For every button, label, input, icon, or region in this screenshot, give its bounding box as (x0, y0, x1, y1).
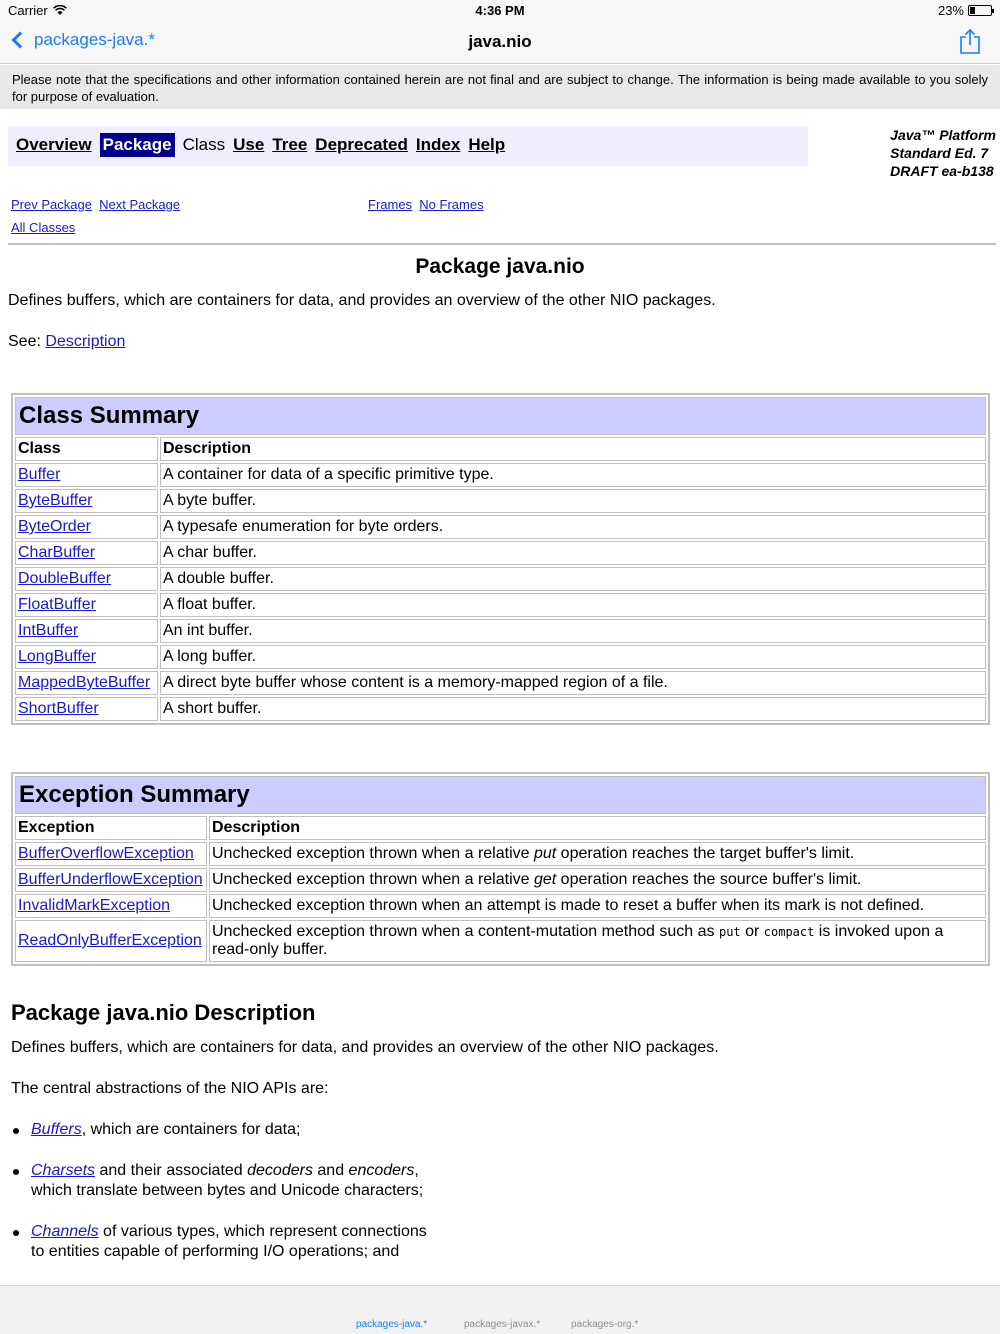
platform-line-3: DRAFT ea-b138 (890, 163, 994, 179)
tab-packages-java[interactable]: packages-java.* (356, 1319, 428, 1330)
next-package-link[interactable]: Next Package (99, 197, 181, 212)
nav-help-link[interactable]: Help (468, 135, 506, 154)
package-summary-text: Defines buffers, which are containers for data, and provides an overview of the other NIO packages. (8, 292, 716, 309)
list-text: of various types, which represent connections (98, 1223, 427, 1240)
description-link[interactable]: Description (45, 333, 126, 350)
list-text: which translate between bytes and Unicode characters; (31, 1182, 424, 1199)
table-row (15, 463, 986, 487)
class-description: A direct byte buffer whose content is a memory-mapped region of a file. (160, 671, 986, 695)
list-emphasis: encoders (348, 1162, 415, 1179)
package-links (11, 197, 180, 212)
tab-packages-org[interactable]: packages-org.* (571, 1319, 639, 1330)
desc-text: operation reaches the source buffer's limit. (556, 871, 862, 888)
platform-line-1: Java™ Platform (890, 127, 996, 143)
exception-description (209, 920, 986, 962)
abstractions-list (31, 1120, 427, 1283)
frames-links (368, 197, 484, 212)
code-compact: compact (763, 925, 815, 939)
description-paragraph: Defines buffers, which are containers for data, and provides an overview of the other NIO packages. (11, 1039, 719, 1056)
class-description: A typesafe enumeration for byte orders. (160, 515, 986, 539)
exception-link[interactable]: InvalidMarkException (18, 897, 171, 914)
exception-summary-caption: Exception Summary (15, 776, 986, 814)
table-row (15, 645, 986, 669)
class-description: A byte buffer. (160, 489, 986, 513)
tab-packages-javax[interactable]: packages-javax.* (464, 1319, 541, 1330)
table-row (15, 920, 986, 962)
abstractions-intro: The central abstractions of the NIO APIs are: (11, 1080, 329, 1097)
list-text: , which are containers for data; (81, 1121, 301, 1138)
all-classes-wrap (11, 220, 75, 235)
list-text: and their associated (95, 1162, 248, 1179)
carrier-label: Carrier (8, 3, 48, 18)
battery-percent: 23% (937, 3, 964, 18)
exception-description (209, 868, 986, 892)
desc-text: Unchecked exception thrown when a relative (212, 871, 534, 888)
table-row (15, 868, 986, 892)
header-divider (8, 243, 996, 245)
description-column-header: Description (209, 816, 986, 840)
nav-tree-link[interactable]: Tree (272, 135, 308, 154)
nav-overview-link[interactable]: Overview (16, 135, 92, 154)
platform-label (890, 126, 996, 180)
class-summary-caption: Class Summary (15, 397, 986, 435)
class-description: An int buffer. (160, 619, 986, 643)
list-item (31, 1161, 427, 1201)
description-column-header: Description (160, 437, 986, 461)
desc-text: Unchecked exception thrown when an attempt is made to reset a buffer when its mark is not defined. (212, 897, 925, 914)
tab-bar (0, 1285, 1000, 1334)
battery-indicator (938, 3, 992, 18)
exception-description (209, 842, 986, 866)
class-link[interactable]: Buffer (18, 466, 61, 483)
list-item (31, 1120, 427, 1140)
status-bar (0, 0, 1000, 20)
share-icon[interactable] (958, 28, 982, 54)
navigation-bar (0, 20, 1000, 64)
back-button-label: packages-java.* (34, 30, 155, 49)
table-row (15, 619, 986, 643)
desc-text: Unchecked exception thrown when a relative (212, 845, 534, 862)
table-row (15, 567, 986, 591)
class-link[interactable]: ShortBuffer (18, 700, 99, 717)
list-emphasis: decoders (247, 1162, 313, 1179)
no-frames-link[interactable]: No Frames (419, 197, 484, 212)
exception-link[interactable]: BufferUnderflowException (18, 871, 203, 888)
table-row (15, 515, 986, 539)
desc-emphasis: get (533, 871, 557, 888)
table-row (15, 541, 986, 565)
class-description: A char buffer. (160, 541, 986, 565)
class-link[interactable]: ByteBuffer (18, 492, 93, 509)
nav-title: java.nio (468, 32, 532, 51)
see-label: See: (8, 333, 41, 350)
table-row (15, 697, 986, 721)
nav-deprecated-link[interactable]: Deprecated (315, 135, 408, 154)
class-description: A double buffer. (160, 567, 986, 591)
top-navbar (8, 126, 808, 166)
class-link[interactable]: LongBuffer (18, 648, 96, 665)
nav-package-current: Package (100, 133, 175, 157)
list-text: and (312, 1162, 349, 1179)
exception-link[interactable]: ReadOnlyBufferException (18, 932, 202, 949)
javadoc-page (0, 110, 1000, 1285)
class-column-header: Class (15, 437, 158, 461)
nav-class-label: Class (182, 135, 226, 154)
frames-link[interactable]: Frames (368, 197, 413, 212)
table-row (15, 842, 986, 866)
table-row (15, 489, 986, 513)
table-row (15, 593, 986, 617)
platform-line-2: Standard Ed. 7 (890, 145, 989, 161)
channels-link[interactable]: Channels (31, 1223, 99, 1240)
table-row (15, 671, 986, 695)
class-link[interactable]: IntBuffer (18, 622, 79, 639)
class-link[interactable]: DoubleBuffer (18, 570, 112, 587)
desc-text: is invoked upon a read-only buffer. (212, 923, 944, 958)
class-description: A float buffer. (160, 593, 986, 617)
class-link[interactable]: CharBuffer (18, 544, 96, 561)
evaluation-notice: Please note that the specifications and other information contained herein are not final and are subject to change. The information is being made available to you solely for purpose of evaluation. (0, 65, 1000, 109)
class-summary-table (11, 393, 990, 725)
buffers-link[interactable]: Buffers (31, 1121, 82, 1138)
prev-package-link[interactable]: Prev Package (11, 197, 92, 212)
nav-index-link[interactable]: Index (415, 135, 461, 154)
class-link[interactable]: MappedByteBuffer (18, 674, 151, 691)
battery-icon (968, 5, 992, 16)
desc-text: operation reaches the target buffer's limit. (556, 845, 855, 862)
exception-link[interactable]: BufferOverflowException (18, 845, 194, 862)
list-text: , (414, 1162, 419, 1179)
desc-text: or (740, 923, 764, 940)
code-put: put (718, 925, 741, 939)
charsets-link[interactable]: Charsets (31, 1162, 96, 1179)
exception-column-header: Exception (15, 816, 207, 840)
desc-text: Unchecked exception thrown when a content-mutation method such as (212, 923, 719, 940)
class-link[interactable]: ByteOrder (18, 518, 91, 535)
see-line (8, 333, 125, 351)
exception-description (209, 894, 986, 918)
table-row (15, 894, 986, 918)
page-title: Package java.nio (415, 255, 585, 278)
exception-summary-table (11, 772, 990, 966)
class-description: A short buffer. (160, 697, 986, 721)
class-description: A container for data of a specific primitive type. (160, 463, 986, 487)
list-text: to entities capable of performing I/O operations; and (31, 1243, 400, 1260)
class-description: A long buffer. (160, 645, 986, 669)
nav-use-link[interactable]: Use (233, 135, 265, 154)
all-classes-link[interactable]: All Classes (11, 220, 76, 235)
clock: 4:36 PM (475, 3, 525, 18)
description-heading: Package java.nio Description (11, 1000, 316, 1025)
desc-emphasis: put (533, 845, 557, 862)
list-item (31, 1222, 427, 1262)
class-link[interactable]: FloatBuffer (18, 596, 96, 613)
